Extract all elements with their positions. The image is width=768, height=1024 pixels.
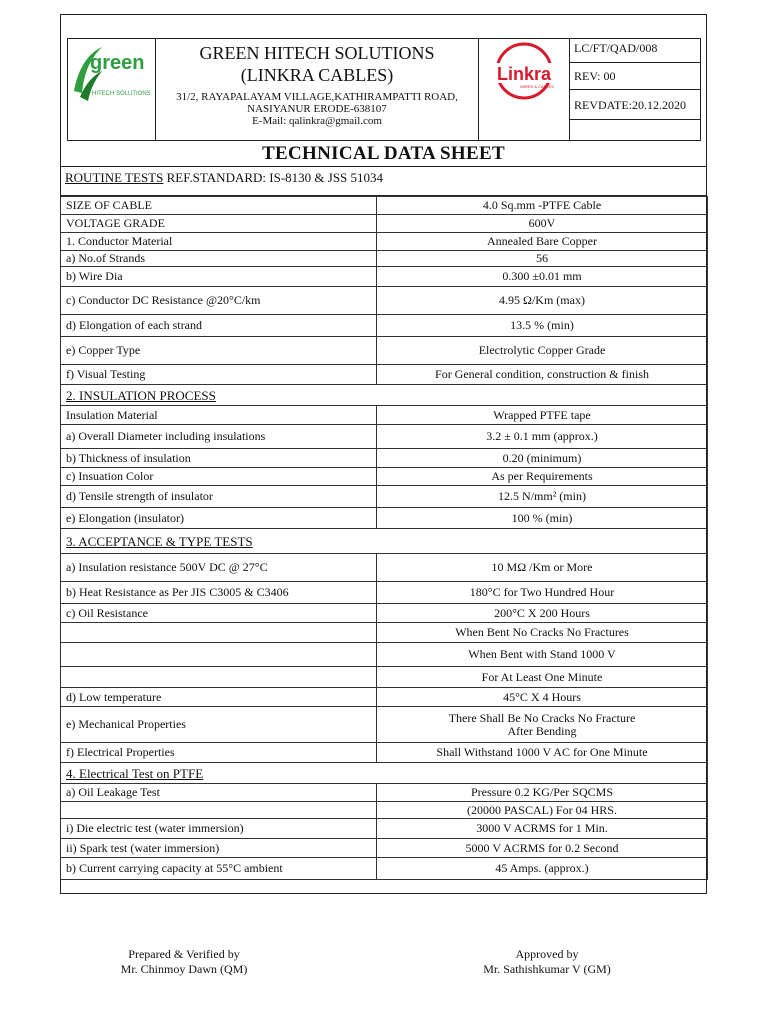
table-row: [61, 365, 708, 385]
company-name-line-2: (LINKRA CABLES): [240, 65, 394, 85]
value-line-2: After Bending: [507, 723, 577, 738]
parameter-cell: b) Wire Dia: [61, 267, 377, 287]
value-cell: Annealed Bare Copper: [377, 233, 708, 251]
value-cell: 45 Amps. (approx.): [377, 858, 708, 880]
value-cell: For General condition, construction & finish: [377, 365, 708, 385]
parameter-cell: [61, 623, 377, 643]
value-cell: 12.5 N/mm² (min): [377, 486, 708, 508]
parameter-cell: [61, 802, 377, 819]
parameter-cell: e) Copper Type: [61, 337, 377, 365]
linkra-logo-icon: [479, 39, 569, 139]
value-cell: 56: [377, 251, 708, 267]
value-cell: 200°C X 200 Hours: [377, 604, 708, 623]
table-row: [61, 406, 708, 425]
parameter-cell: f) Electrical Properties: [61, 743, 377, 763]
table-row: [61, 337, 708, 365]
value-cell: 180°C for Two Hundred Hour: [377, 582, 708, 604]
parameter-cell: SIZE OF CABLE: [61, 197, 377, 215]
page-title: TECHNICAL DATA SHEET: [262, 143, 505, 164]
table-row: [61, 784, 708, 802]
section-row: [61, 763, 708, 784]
doc-code: LC/FT/QAD/008: [570, 39, 700, 63]
table-row: [61, 287, 708, 315]
table-row: [61, 197, 708, 215]
parameter-cell: a) Insulation resistance 500V DC @ 27°C: [61, 554, 377, 582]
value-cell: Shall Withstand 1000 V AC for One Minute: [377, 743, 708, 763]
parameter-cell: VOLTAGE GRADE: [61, 215, 377, 233]
address-line-2: NASIYANUR ERODE-638107: [247, 103, 387, 115]
table-row: [61, 604, 708, 623]
parameter-cell: d) Low temperature: [61, 688, 377, 707]
table-row: [61, 486, 708, 508]
value-cell: 13.5 % (min): [377, 315, 708, 337]
section-row: [61, 385, 708, 406]
table-row: [61, 802, 708, 819]
table-row: [61, 582, 708, 604]
parameter-cell: b) Heat Resistance as Per JIS C3005 & C3406: [61, 582, 377, 604]
parameter-cell: a) Overall Diameter including insulations: [61, 425, 377, 449]
value-cell: 10 MΩ /Km or More: [377, 554, 708, 582]
value-cell: When Bent No Cracks No Fractures: [377, 623, 708, 643]
approved-by-block: [437, 947, 657, 977]
value-line-1: There Shall Be No Cracks No Fracture: [448, 710, 636, 725]
value-cell: For At Least One Minute: [377, 667, 708, 688]
section-row: [61, 529, 708, 554]
svg-text:WIRES & CABLES: WIRES & CABLES: [520, 84, 554, 89]
table-row: [61, 554, 708, 582]
parameter-cell: b) Thickness of insulation: [61, 449, 377, 468]
company-name: [156, 42, 478, 86]
value-cell: When Bent with Stand 1000 V: [377, 643, 708, 667]
parameter-cell: c) Conductor DC Resistance @20°C/km: [61, 287, 377, 315]
revision-date: REVDATE:20.12.2020: [570, 90, 700, 120]
svg-text:green: green: [90, 52, 145, 74]
value-cell: 0.20 (minimum): [377, 449, 708, 468]
value-cell: 45°C X 4 Hours: [377, 688, 708, 707]
parameter-cell: i) Die electric test (water immersion): [61, 819, 377, 839]
table-row: [61, 425, 708, 449]
prepared-label: Prepared & Verified by: [128, 947, 240, 961]
table-row: [61, 688, 708, 707]
parameter-cell: [61, 643, 377, 667]
parameter-cell: f) Visual Testing: [61, 365, 377, 385]
parameter-cell: b) Current carrying capacity at 55°C ambient: [61, 858, 377, 880]
value-cell: 100 % (min): [377, 508, 708, 529]
address-line-1: 31/2, RAYAPALAYAM VILLAGE,KATHIRAMPATTI ROAD,: [176, 91, 458, 103]
table-row: [61, 623, 708, 643]
section-heading: 3. ACCEPTANCE & TYPE TESTS: [61, 529, 708, 554]
section-heading: 2. INSULATION PROCESS: [61, 385, 708, 406]
table-row: [61, 468, 708, 486]
value-cell: Wrapped PTFE tape: [377, 406, 708, 425]
parameter-cell: Insulation Material: [61, 406, 377, 425]
value-cell: Electrolytic Copper Grade: [377, 337, 708, 365]
table-row: [61, 233, 708, 251]
parameter-cell: a) No.of Strands: [61, 251, 377, 267]
value-cell: 5000 V ACRMS for 0.2 Second: [377, 839, 708, 858]
prepared-name: Mr. Chinmoy Dawn (QM): [120, 962, 248, 976]
table-row: [61, 707, 708, 743]
document-header: [67, 38, 701, 141]
company-name-line-1: GREEN HITECH SOLUTIONS: [199, 43, 435, 63]
table-row: [61, 858, 708, 880]
spec-table: [60, 196, 708, 880]
value-cell: 4.95 Ω/Km (max): [377, 287, 708, 315]
parameter-cell: [61, 667, 377, 688]
table-row: [61, 251, 708, 267]
parameter-cell: c) Oil Resistance: [61, 604, 377, 623]
table-row: [61, 643, 708, 667]
parameter-cell: e) Elongation (insulator): [61, 508, 377, 529]
table-row: [61, 315, 708, 337]
parameter-cell: d) Elongation of each strand: [61, 315, 377, 337]
approved-label: Approved by: [515, 947, 579, 961]
prepared-by-block: [74, 947, 294, 977]
table-row: [61, 839, 708, 858]
value-cell: [377, 707, 708, 743]
parameter-cell: a) Oil Leakage Test: [61, 784, 377, 802]
table-row: [61, 743, 708, 763]
section-heading: 4. Electrical Test on PTFE: [61, 763, 708, 784]
parameter-cell: ii) Spark test (water immersion): [61, 839, 377, 858]
linkra-logo: [478, 39, 570, 140]
approved-name: Mr. Sathishkumar V (GM): [483, 962, 611, 976]
table-row: [61, 819, 708, 839]
value-cell: As per Requirements: [377, 468, 708, 486]
value-cell: 0.300 ±0.01 mm: [377, 267, 708, 287]
table-row: [61, 449, 708, 468]
value-cell: (20000 PASCAL) For 04 HRS.: [377, 802, 708, 819]
svg-text:Linkra: Linkra: [496, 64, 552, 84]
parameter-cell: 1. Conductor Material: [61, 233, 377, 251]
value-cell: 4.0 Sq.mm -PTFE Cable: [377, 197, 708, 215]
reference-standard: REF.STANDARD: IS-8130 & JSS 51034: [163, 170, 384, 185]
table-row: [61, 508, 708, 529]
company-block: [156, 39, 478, 140]
table-row: [61, 667, 708, 688]
parameter-cell: e) Mechanical Properties: [61, 707, 377, 743]
revision: REV: 00: [570, 63, 700, 90]
parameter-cell: d) Tensile strength of insulator: [61, 486, 377, 508]
table-row: [61, 215, 708, 233]
routine-tests-label: ROUTINE TESTS: [65, 170, 164, 185]
value-cell: 3000 V ACRMS for 1 Min.: [377, 819, 708, 839]
value-cell: Pressure 0.2 KG/Per SQCMS: [377, 784, 708, 802]
company-address: [156, 91, 478, 127]
routine-tests-row: [60, 166, 707, 196]
green-logo-icon: [68, 39, 154, 139]
table-row: [61, 267, 708, 287]
value-cell: 3.2 ± 0.1 mm (approx.): [377, 425, 708, 449]
value-cell: 600V: [377, 215, 708, 233]
svg-text:HITECH SOLUTIONS: HITECH SOLUTIONS: [92, 91, 151, 97]
green-hitech-logo: [68, 39, 156, 140]
parameter-cell: c) Insuation Color: [61, 468, 377, 486]
document-control-box: [570, 39, 700, 140]
company-email: E-Mail: qalinkra@gmail.com: [252, 115, 382, 127]
